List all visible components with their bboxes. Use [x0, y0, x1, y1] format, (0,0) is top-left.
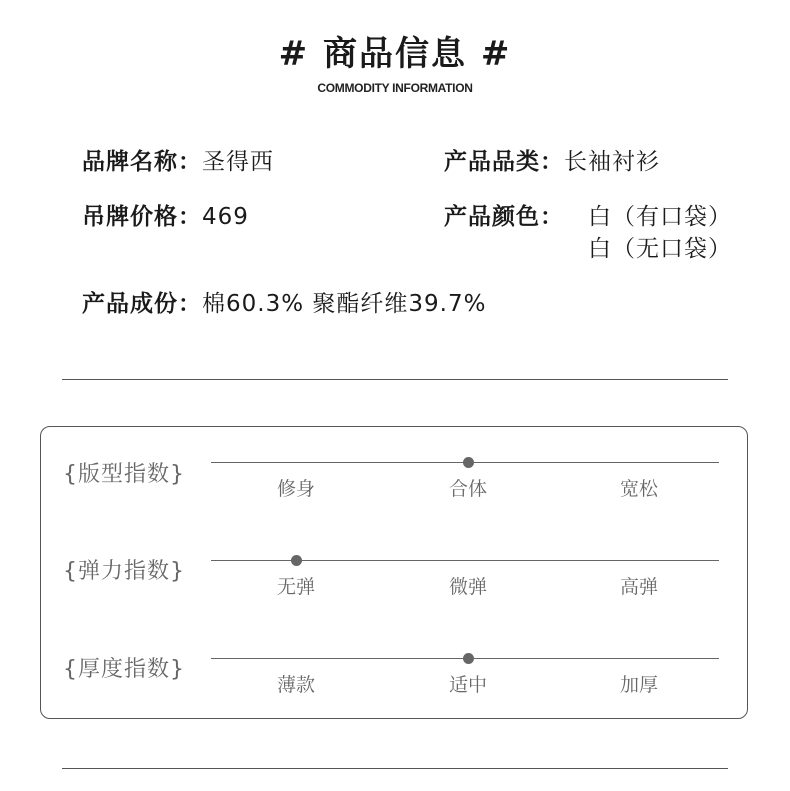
category-value: 长袖衬衫	[564, 149, 660, 175]
thickness-option-2: 适中	[448, 674, 487, 696]
thickness-option-1: 薄款	[276, 674, 315, 696]
stretch-index-track	[211, 560, 719, 561]
color-values	[588, 201, 732, 265]
price-field	[82, 201, 249, 233]
brand-value: 圣得西	[202, 149, 274, 175]
color-value-1: 白（有口袋）	[588, 204, 732, 230]
fit-index-label: {版型指数}	[63, 462, 185, 487]
thickness-index-label: {厚度指数}	[63, 657, 185, 682]
page-subtitle: COMMODITY INFORMATION	[317, 81, 473, 95]
divider-top	[62, 379, 728, 380]
fit-option-2: 合体	[448, 478, 487, 500]
fit-option-1: 修身	[276, 478, 315, 500]
stretch-index-label: {弹力指数}	[63, 559, 185, 584]
composition-field	[82, 288, 486, 320]
index-panel	[40, 426, 748, 719]
category-label: 产品品类：	[444, 149, 564, 175]
stretch-option-1: 无弹	[276, 576, 315, 598]
stretch-index-marker	[291, 555, 302, 566]
brand-label: 品牌名称：	[82, 149, 202, 175]
price-label: 吊牌价格：	[82, 204, 202, 230]
color-label: 产品颜色：	[444, 204, 564, 230]
price-value: 469	[202, 204, 249, 230]
divider-bottom	[62, 768, 728, 769]
composition-value: 棉60.3% 聚酯纤维39.7%	[202, 291, 487, 317]
composition-label: 产品成份：	[82, 291, 202, 317]
brand-field	[82, 146, 274, 178]
color-value-2: 白（无口袋）	[588, 236, 732, 262]
category-field	[444, 146, 660, 178]
stretch-option-3: 高弹	[619, 576, 658, 598]
color-field	[444, 201, 564, 233]
thickness-index-marker	[463, 653, 474, 664]
thickness-option-3: 加厚	[619, 674, 658, 696]
fit-option-3: 宽松	[619, 478, 658, 500]
fit-index-marker	[463, 457, 474, 468]
page-title: # 商品信息 #	[278, 34, 512, 74]
stretch-option-2: 微弹	[448, 576, 487, 598]
